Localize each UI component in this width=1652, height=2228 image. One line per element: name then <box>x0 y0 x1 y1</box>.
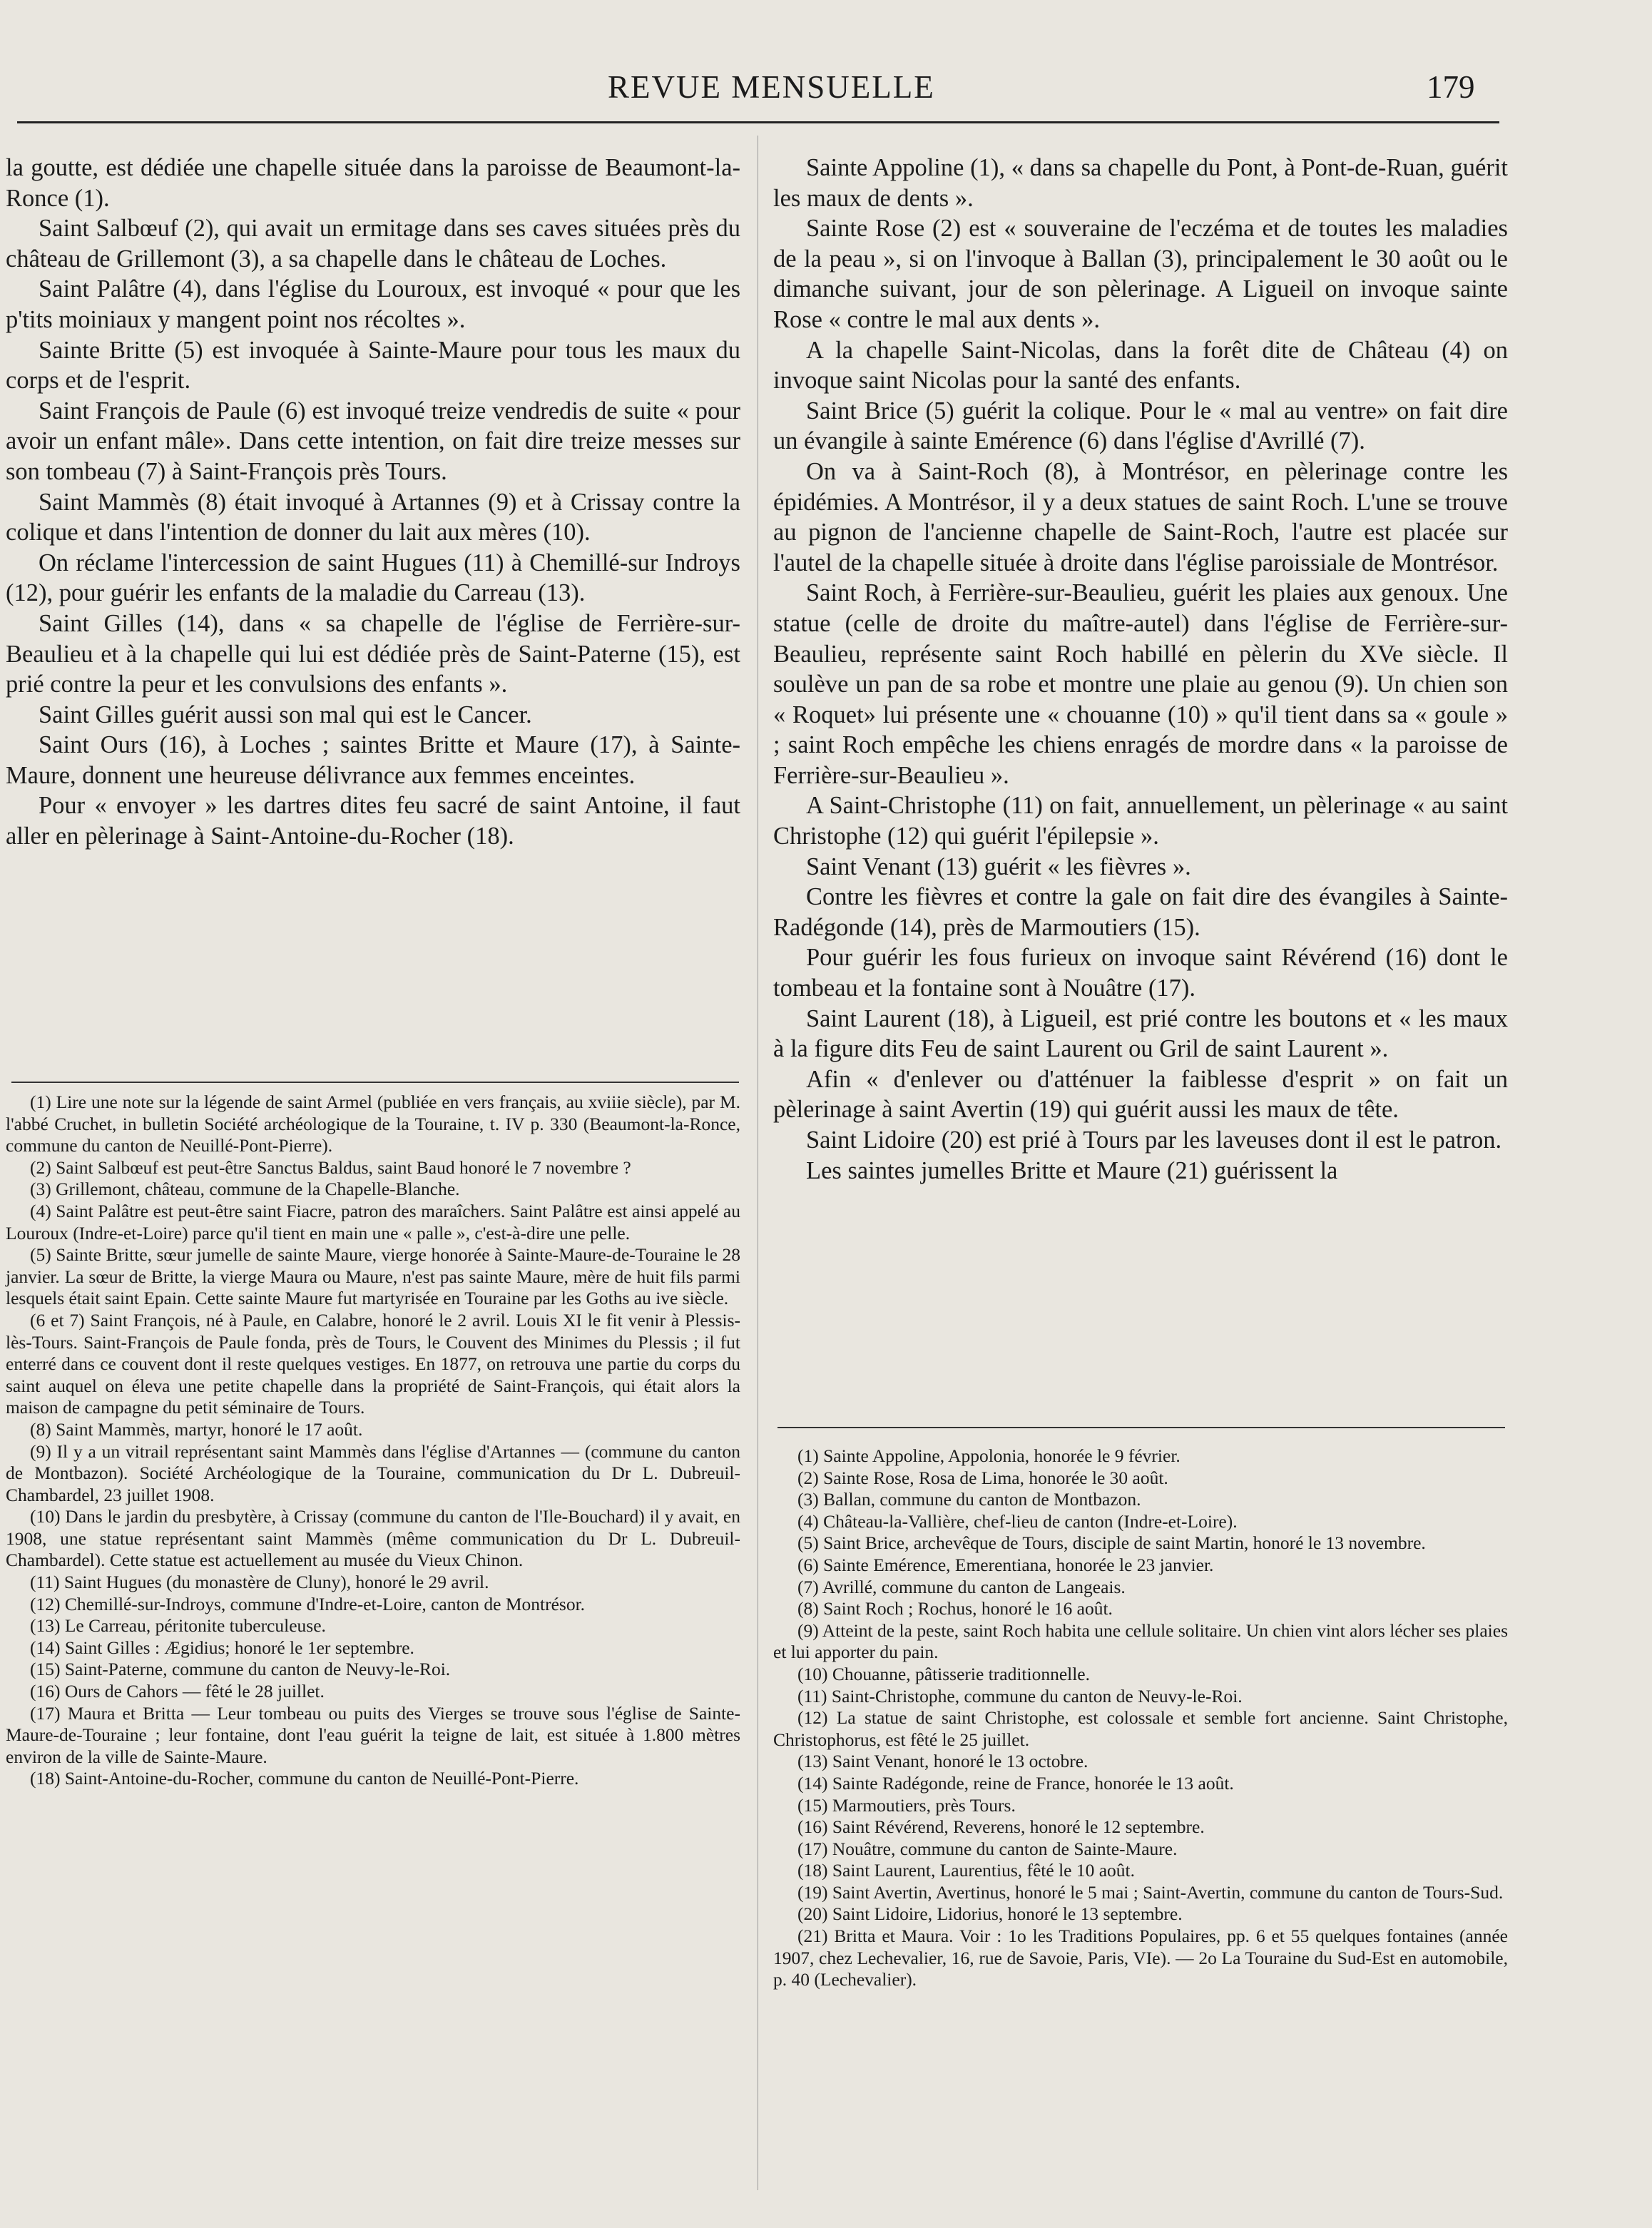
right-paragraph: A Saint-Christophe (11) on fait, annuellement, un pèlerinage « au saint Christophe (12) qui guérit l'épilepsie ». <box>773 792 1508 850</box>
left-paragraph: Saint Palâtre (4), dans l'église du Louroux, est invoqué « pour que les p'tits moiniaux y mangent point nos récoltes ». <box>6 275 740 333</box>
left-footnotes <box>6 1092 740 1790</box>
left-paragraph: Saint Mammès (8) était invoqué à Artannes (9) et à Crissay contre la colique et dans l'intention de donner du lait aux mères (10). <box>6 488 740 546</box>
footnote: (10) Dans le jardin du presbytère, à Crissay (commune du canton de l'Ile-Bouchard) il y avait, en 1908, une statue représentant saint Mammès (même communication du Dr L. Dubreuil-Chambardel). Cette statue est actuellement au musée du Vieux Chinon. <box>6 1506 740 1571</box>
footnote: (15) Marmoutiers, près Tours. <box>797 1794 1016 1816</box>
footnote: (14) Saint Gilles : Ægidius; honoré le 1er septembre. <box>30 1637 414 1658</box>
right-paragraph: Saint Venant (13) guérit « les fièvres ». <box>806 853 1191 880</box>
footnote: (10) Chouanne, pâtisserie traditionnelle. <box>797 1663 1091 1684</box>
right-paragraph: Les saintes jumelles Britte et Maure (21) guérissent la <box>806 1156 1338 1184</box>
left-paragraph: On réclame l'intercession de saint Hugues (11) à Chemillé-sur Indroys (12), pour guérir les enfants de la maladie du Carreau (13). <box>6 549 740 607</box>
footnote-rule-right <box>777 1427 1505 1428</box>
footnote: (13) Saint Venant, honoré le 13 octobre. <box>797 1751 1088 1772</box>
right-paragraph: Contre les fièvres et contre la gale on fait dire des évangiles à Sainte-Radégonde (14), près de Marmoutiers (15). <box>773 883 1508 941</box>
right-column-body <box>773 153 1508 1186</box>
footnote: (18) Saint Laurent, Laurentius, fêté le 10 août. <box>797 1860 1136 1881</box>
right-paragraph: Afin « d'enlever ou d'atténuer la faiblesse d'esprit » on fait un pèlerinage à saint Avertin (19) qui guérit aussi les maux de tête. <box>773 1065 1508 1124</box>
footnote: (3) Grillemont, château, commune de la Chapelle-Blanche. <box>30 1179 460 1200</box>
footnote: (16) Saint Révérend, Reverens, honoré le 12 septembre. <box>797 1816 1205 1838</box>
footnote: (2) Sainte Rose, Rosa de Lima, honorée le 30 août. <box>797 1467 1168 1488</box>
footnote: (1) Sainte Appoline, Appolonia, honorée le 9 février. <box>797 1445 1181 1466</box>
left-paragraph: Saint Gilles guérit aussi son mal qui est le Cancer. <box>39 701 532 728</box>
left-paragraph: Saint Salbœuf (2), qui avait un ermitage dans ses caves situées près du château de Grillemont (3), a sa chapelle dans le château de Loches. <box>6 215 740 273</box>
footnote: (12) Chemillé-sur-Indroys, commune d'Indre-et-Loire, canton de Montrésor. <box>30 1593 586 1614</box>
footnote-rule-left <box>11 1082 739 1083</box>
footnote: (17) Nouâtre, commune du canton de Sainte-Maure. <box>797 1838 1178 1859</box>
footnote: (11) Saint Hugues (du monastère de Cluny), honoré le 29 avril. <box>30 1572 489 1593</box>
footnote: (11) Saint-Christophe, commune du canton de Neuvy-le-Roi. <box>797 1685 1243 1706</box>
page-number: 179 <box>1427 69 1475 105</box>
footnote: (19) Saint Avertin, Avertinus, honoré le 5 mai ; Saint-Avertin, commune du canton de Tours-Sud. <box>797 1881 1504 1903</box>
footnote: (9) Il y a un vitrail représentant saint Mammès dans l'église d'Artannes — (commune du canton de Montbazon). Société Archéologique de la Touraine, communication du Dr L. Dubreuil-Chambardel, 23 juillet 1908. <box>6 1440 740 1505</box>
footnote: (12) La statue de saint Christophe, est colossale et semble fort ancienne. Saint Christophe, Christophorus, est fêté le 25 juillet. <box>773 1707 1508 1750</box>
footnote: (6 et 7) Saint François, né à Paule, en Calabre, honoré le 2 avril. Louis XI le fit venir à Plessis-lès-Tours. Saint-François de Paule fonda, près de Tours, le Couvent des Minimes du Plessis ; il fut enterré dans ce couvent dont il reste quelques vestiges. En 1877, on retrouva une partie du corps du saint auquel on éleva une petite chapelle dans la propriété de Saint-François, qui était alors la maison de campagne du petit séminaire de Tours. <box>6 1309 740 1418</box>
left-paragraph: Saint Ours (16), à Loches ; saintes Britte et Maure (17), à Sainte-Maure, donnent une heureuse délivrance aux femmes enceintes. <box>6 731 740 789</box>
right-footnotes <box>773 1445 1508 1991</box>
footnote: (17) Maura et Britta — Leur tombeau ou puits des Vierges se trouve sous l'église de Sainte-Maure-de-Touraine ; leur fontaine, dont l'eau guérit la teigne de lait, est située à 1.800 mètres environ de la ville de Sainte-Maure. <box>6 1702 740 1767</box>
running-title: REVUE MENSUELLE <box>608 69 935 105</box>
left-paragraph: Pour « envoyer » les dartres dites feu sacré de saint Antoine, il faut aller en pèlerinage à Saint-Antoine-du-Rocher (18). <box>6 792 740 850</box>
footnote: (3) Ballan, commune du canton de Montbazon. <box>797 1489 1141 1510</box>
right-paragraph: Saint Roch, à Ferrière-sur-Beaulieu, guérit les plaies aux genoux. Une statue (celle de droite du maître-autel) dans l'église de Ferrière-sur-Beaulieu, représente saint Roch habillé en pèlerin du XVe siècle. Il soulève un pan de sa robe et montre une plaie au genou (9). Un chien son « Roquet» lui présente une « chouanne (10) » qu'il tient dans sa « goule » ; saint Roch empêche les chiens enragés de mordre dans « la paroisse de Ferrière-sur-Beaulieu ». <box>773 579 1508 789</box>
right-paragraph: Pour guérir les fous furieux on invoque saint Révérend (16) dont le tombeau et la fontaine sont à Nouâtre (17). <box>773 944 1508 1002</box>
footnote: (8) Saint Roch ; Rochus, honoré le 16 août. <box>797 1598 1113 1619</box>
right-paragraph: On va à Saint-Roch (8), à Montrésor, en pèlerinage contre les épidémies. A Montrésor, il y a deux statues de saint Roch. L'une se trouve au pignon de l'ancienne chapelle de Saint-Roch, l'autre est placée sur l'autel de la chapelle située à droite dans l'église paroissiale de Montrésor. <box>773 457 1508 576</box>
left-paragraph: Saint Gilles (14), dans « sa chapelle de l'église de Ferrière-sur-Beaulieu et à la chapelle qui lui est dédiée près de Saint-Paterne (15), est prié contre la peur et les convulsions des enfants ». <box>6 609 740 698</box>
footnote: (2) Saint Salbœuf est peut-être Sanctus Baldus, saint Baud honoré le 7 novembre ? <box>30 1156 631 1178</box>
footnote: (1) Lire une note sur la légende de saint Armel (publiée en vers français, au xviiie siècle), par M. l'abbé Cruchet, in bulletin Société archéologique de la Touraine, t. IV p. 330 (Beaumont-la-Ronce, commune du canton de Neuillé-Pont-Pierre). <box>6 1092 740 1156</box>
left-paragraph: Sainte Britte (5) est invoquée à Sainte-Maure pour tous les maux du corps et de l'esprit. <box>6 336 740 395</box>
page-header <box>0 68 1652 111</box>
footnote: (4) Château-la-Vallière, chef-lieu de canton (Indre-et-Loire). <box>797 1510 1238 1532</box>
left-paragraph: Saint François de Paule (6) est invoqué treize vendredis de suite « pour avoir un enfant mâle». Dans cette intention, on fait dire treize messes sur son tombeau (7) à Saint-François près Tours. <box>6 397 740 485</box>
footnote: (21) Britta et Maura. Voir : 1o les Traditions Populaires, pp. 6 et 55 quelques fontaines (année 1907, chez Lechevalier, 16, rue de Savoie, Paris, VIe). — 2o La Touraine du Sud-Est en automobile, p. 40 (Lechevalier). <box>773 1926 1508 1990</box>
footnote: (6) Sainte Emérence, Emerentiana, honorée le 23 janvier. <box>797 1554 1214 1575</box>
footnote: (20) Saint Lidoire, Lidorius, honoré le 13 septembre. <box>797 1903 1183 1925</box>
right-paragraph: Saint Lidoire (20) est prié à Tours par les laveuses dont il est le patron. <box>806 1126 1502 1154</box>
header-rule <box>17 121 1499 123</box>
footnote: (4) Saint Palâtre est peut-être saint Fiacre, patron des maraîchers. Saint Palâtre est ainsi appelé au Louroux (Indre-et-Loire) parce qu'il tient en main une « palle », c'est-à-dire une pelle. <box>6 1200 740 1243</box>
footnote: (18) Saint-Antoine-du-Rocher, commune du canton de Neuillé-Pont-Pierre. <box>30 1768 579 1789</box>
footnote: (5) Sainte Britte, sœur jumelle de sainte Maure, vierge honorée à Sainte-Maure-de-Touraine le 28 janvier. La sœur de Britte, la vierge Maura ou Maure, n'est pas sainte Maure, mère de huit fils parmi lesquels était saint Epain. Cette sainte Maure fut martyrisée en Touraine par les Goths au ive siècle. <box>6 1244 740 1309</box>
footnote: (7) Avrillé, commune du canton de Langeais. <box>797 1576 1126 1597</box>
footnote: (15) Saint-Paterne, commune du canton de Neuvy-le-Roi. <box>30 1659 451 1680</box>
left-column-body <box>6 153 740 852</box>
left-paragraph: la goutte, est dédiée une chapelle située dans la paroisse de Beaumont-la-Ronce (1). <box>6 154 740 212</box>
footnote: (8) Saint Mammès, martyr, honoré le 17 août. <box>30 1418 363 1440</box>
right-paragraph: Saint Brice (5) guérit la colique. Pour le « mal au ventre» on fait dire un évangile à sainte Emérence (6) dans l'église d'Avrillé (7). <box>773 397 1508 455</box>
right-paragraph: Sainte Rose (2) est « souveraine de l'eczéma et de toutes les maladies de la peau », si on l'invoque à Ballan (3), principalement le 30 août ou le dimanche suivant, jour de son pèlerinage. A Ligueil on invoque sainte Rose « contre le mal aux dents ». <box>773 215 1508 333</box>
right-paragraph: Sainte Appoline (1), « dans sa chapelle du Pont, à Pont-de-Ruan, guérit les maux de dents ». <box>773 154 1508 212</box>
footnote: (9) Atteint de la peste, saint Roch habita une cellule solitaire. Un chien vint alors lécher ses plaies et lui apporter du pain. <box>773 1619 1508 1663</box>
footnote: (13) Le Carreau, péritonite tuberculeuse. <box>30 1615 326 1637</box>
footnote: (5) Saint Brice, archevêque de Tours, disciple de saint Martin, honoré le 13 novembre. <box>797 1532 1426 1554</box>
footnote: (14) Sainte Radégonde, reine de France, honorée le 13 août. <box>797 1772 1234 1794</box>
right-paragraph: A la chapelle Saint-Nicolas, dans la forêt dite de Château (4) on invoque saint Nicolas pour la santé des enfants. <box>773 336 1508 395</box>
right-paragraph: Saint Laurent (18), à Ligueil, est prié contre les boutons et « les maux à la figure dits Feu de saint Laurent ou Gril de saint Laurent ». <box>773 1004 1508 1063</box>
footnote: (16) Ours de Cahors — fêté le 28 juillet. <box>30 1681 325 1702</box>
